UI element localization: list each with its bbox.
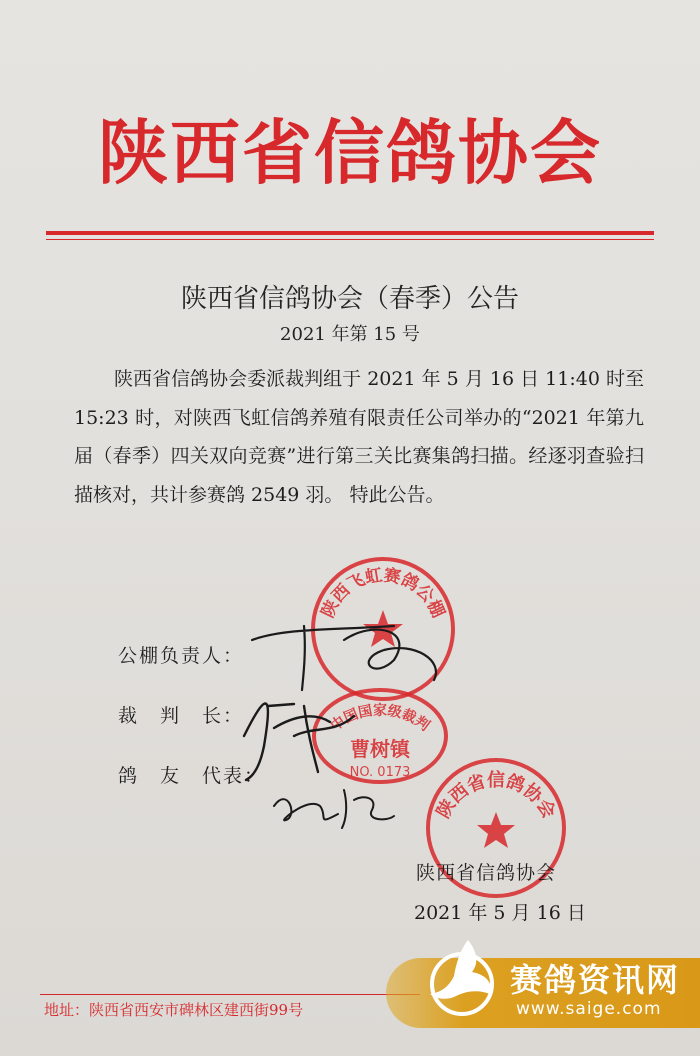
- document-number: 2021 年第 15 号: [280, 324, 420, 345]
- signatory-label-loft-manager: 公棚负责人：: [118, 645, 245, 667]
- letterhead-rule-thin: [46, 239, 654, 240]
- letterhead-rule-thick: [46, 231, 654, 235]
- referee-seal-title: 中国国家级裁判: [327, 702, 433, 735]
- chief-referee-signature: [234, 676, 364, 786]
- letterhead-title: 陕西省信鸽协会: [98, 111, 602, 194]
- footer-rule: [40, 994, 420, 995]
- loft-seal-text: 陕西飞虹赛鸽公棚: [317, 565, 449, 621]
- signatory-label-chief-referee: 裁 判 长：: [118, 705, 245, 727]
- issuer-name: 陕西省信鸽协会: [416, 862, 557, 884]
- notice-body: 陕西省信鸽协会委派裁判组于 2021 年 5 月 16 日 11:40 时至 15:23 时，对陕西飞虹信鸽养殖有限责任公司举办的“2021 年第九届（春季）四关双向竞赛”进行第三关比赛集鸽扫描。经逐羽查验扫描核对，共计参赛鸽 2549 羽。 特此公告。: [74, 368, 644, 506]
- issue-date: 2021 年 5 月 16 日: [414, 902, 586, 924]
- notice-title: 陕西省信鸽协会（春季）公告: [180, 284, 519, 314]
- referee-seal-name: 曹树镇: [350, 737, 410, 761]
- pigeon-logo-icon: [420, 936, 502, 1020]
- watermark-site-name: 赛鸽资讯网: [510, 961, 681, 999]
- referee-seal-number: NO. 0173: [349, 765, 411, 780]
- fancier-rep-signature: [268, 776, 398, 832]
- footer-address: 地址：陕西省西安市碑林区建西街99号: [44, 1001, 304, 1019]
- signatory-label-fancier-rep: 鸽 友 代表：: [118, 765, 266, 787]
- association-seal-text: 陕西省信鸽协会: [432, 770, 560, 823]
- watermark-url: www.saige.com: [516, 999, 662, 1019]
